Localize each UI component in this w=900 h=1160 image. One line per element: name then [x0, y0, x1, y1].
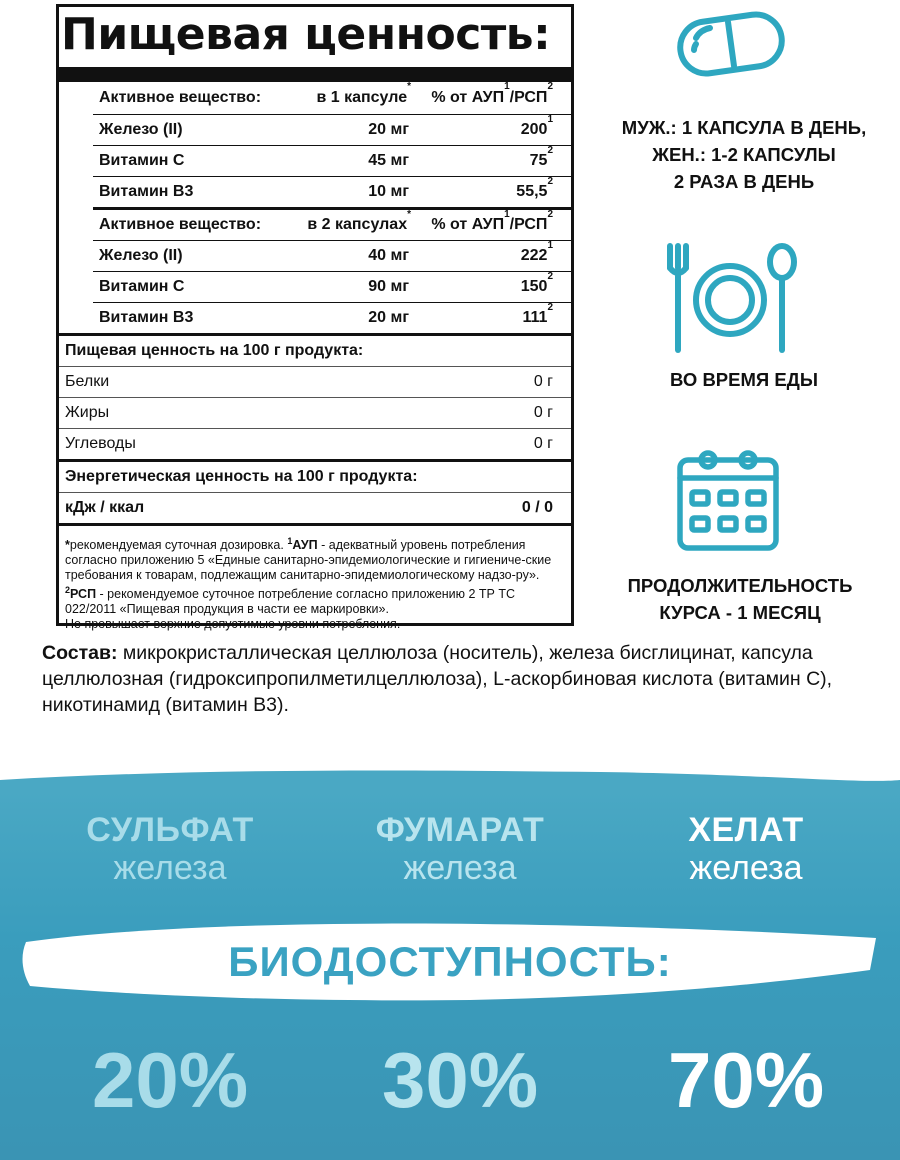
row-amount: 10 мг [368, 183, 409, 200]
energy-header: Энергетическая ценность на 100 г продукта: [65, 468, 418, 485]
table-row [59, 272, 571, 302]
table-row [59, 177, 571, 207]
table-header-2 [59, 210, 571, 240]
composition-label: Состав: [42, 642, 118, 664]
capsule-icon [672, 6, 790, 82]
nutrition-panel [56, 4, 574, 632]
row-percent: $111^2$ [522, 302, 553, 326]
bioavailability-label: БИОДОСТУПНОСТЬ: [228, 938, 672, 985]
col-substance: Активное вещество: [99, 216, 262, 233]
row-name: Витамин В3 [99, 183, 194, 200]
row-percent: $222^1$ [520, 240, 553, 264]
table-header-1 [59, 82, 571, 114]
row-name: Железо (II) [99, 247, 183, 264]
row-name: Жиры [65, 404, 110, 421]
nutrition-header: Пищевая ценность на 100 г продукта: [65, 342, 364, 359]
row-name: Витамин С [99, 152, 185, 169]
row-name: Витамин В3 [99, 309, 194, 326]
meal-note: ВО ВРЕМЯ ЕДЫ [670, 369, 818, 390]
col-percent: % от АУП$^1$/РСП$^2$ [431, 209, 553, 233]
col-per-capsule: в 1 капсуле* [316, 81, 411, 106]
col-per-2-capsules: в 2 капсулах* [307, 209, 411, 233]
percent-chelate: 70% [667, 1036, 825, 1124]
dosage-note: МУЖ.: 1 КАПСУЛА В ДЕНЬ, ЖЕН.: 1-2 КАПСУЛЫ 2 РАЗА В ДЕНЬ [621, 117, 867, 192]
row-value: 0 г [533, 435, 553, 452]
table-row [59, 241, 571, 271]
row-amount: 45 мг [368, 152, 409, 169]
row-percent: 55,5$^2$ [516, 176, 553, 200]
calendar-icon [676, 446, 780, 552]
row-percent: $200^1$ [520, 114, 553, 138]
course-note: ПРОДОЛЖИТЕЛЬНОСТЬ КУРСА - 1 МЕСЯЦ [627, 575, 853, 623]
composition-text: микрокристаллическая целлюлоза (носитель), железа бисглицинат, капсула целлюлозная (гидроксипропилметилцеллюлоза), L-аскорбиновая кислота (витамин С), никотинамид (витамин В3). [42, 642, 833, 716]
row-amount: 20 мг [368, 309, 409, 326]
percent-fumarate: 30% [381, 1036, 539, 1124]
iron-type-sulfate: СУЛЬФАТ железа [86, 811, 254, 887]
row-name: кДж / ккал [65, 499, 145, 516]
panel-title: Пищевая ценность: [61, 9, 551, 60]
table-row [59, 398, 571, 428]
row-amount: 20 мг [368, 121, 409, 138]
row-value: 0 г [533, 373, 553, 390]
table-row [59, 493, 571, 523]
row-percent: $150^2$ [520, 271, 553, 295]
plate-fork-spoon-icon [662, 238, 800, 356]
table-row [59, 146, 571, 176]
row-percent: $75^2$ [529, 145, 553, 169]
row-amount: 40 мг [368, 247, 409, 264]
divider-bar [59, 67, 571, 82]
row-name: Железо (II) [99, 121, 183, 138]
table-row [59, 429, 571, 459]
row-name: Углеводы [65, 435, 136, 452]
table-row [59, 115, 571, 145]
row-name: Белки [65, 373, 110, 390]
percent-sulfate: 20% [91, 1036, 249, 1124]
table-row [59, 367, 571, 397]
iron-type-chelate: ХЕЛАТ железа [688, 811, 804, 887]
col-percent: % от АУП$^1$/РСП$^2$ [431, 81, 553, 106]
footnote: *рекомендуемая суточная дозировка. $^1$АУП - адекватный уровень потребления согласно приложению 5 «Единые санитарно-эпидемиологические и гигиениче-ские требования к товарам, подлежащим санитарно-эпидемиологическому надзо-ру». $^2$РСП - рекомендуемое суточное потребление согласно приложению 2 ТР ТС 022/2011 «Пищевая продукция в части ее маркировки». Не превышает верхние допустимые уровни потребления. [65, 536, 552, 632]
table-row [59, 303, 571, 333]
row-amount: 90 мг [368, 278, 409, 295]
row-value: 0 г [533, 404, 553, 421]
row-value: 0 / 0 [521, 499, 553, 516]
iron-type-fumarate: ФУМАРАТ железа [375, 811, 545, 887]
row-name: Витамин С [99, 278, 185, 295]
col-substance: Активное вещество: [99, 89, 262, 106]
composition [42, 640, 872, 718]
